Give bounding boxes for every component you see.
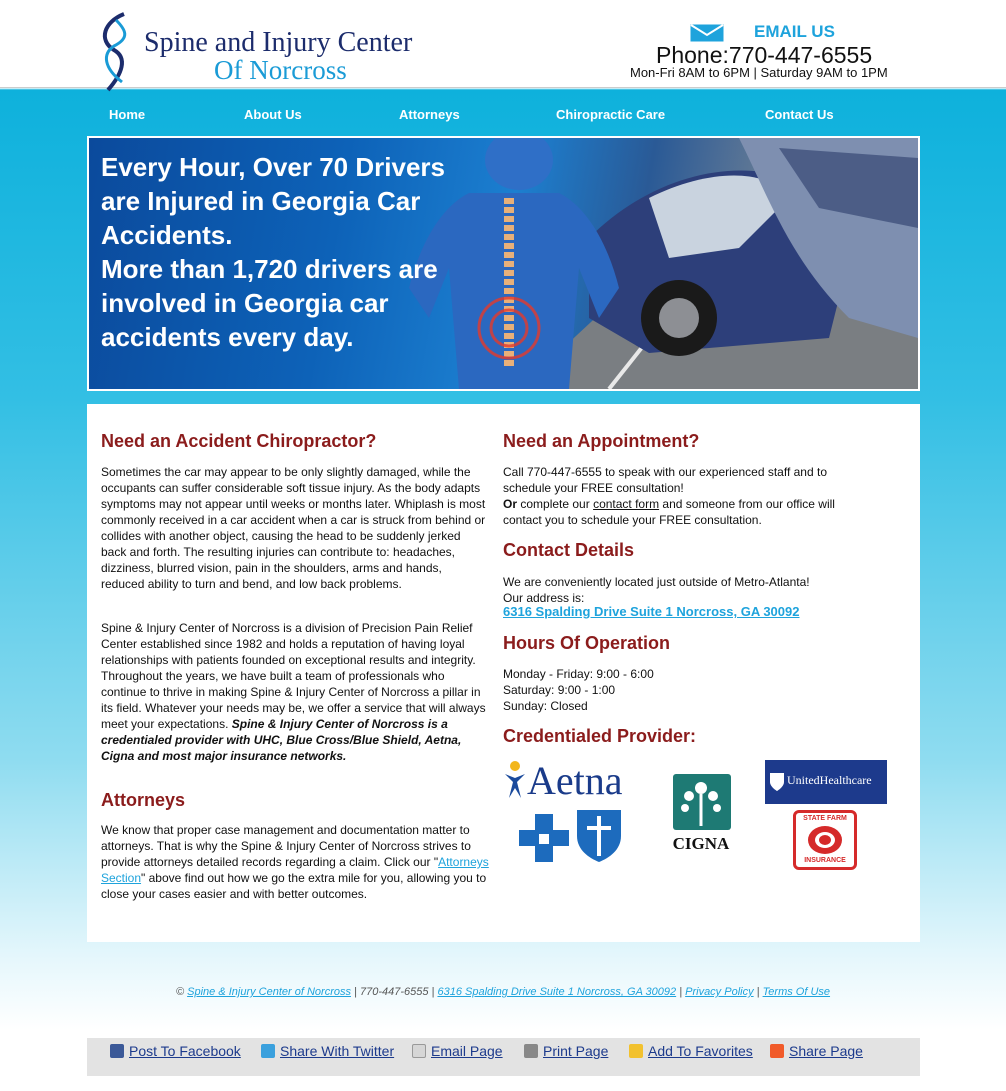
hero-line-2: More than 1,720 drivers are involved in Georgia car accidents every day. [101,254,438,352]
share-twitter-label: Share With Twitter [280,1043,395,1059]
state-farm-bottom-text: INSURANCE [804,857,846,864]
paragraph-location [503,574,883,606]
insurance-logos [503,754,903,874]
footer-info [0,986,1006,998]
paragraph-about-center [101,620,489,764]
address-label: Our address is: [503,591,585,605]
nav-contact-us[interactable]: Contact Us [765,107,834,122]
aetna-figure-icon [503,760,527,800]
email-us-link[interactable] [690,22,850,44]
contact-form-link[interactable]: contact form [593,497,660,511]
paragraph-whiplash: Sometimes the car may appear to be only slightly damaged, while the occupants can suffer considerable soft tissue injury. As the body adapts symptoms may not appear until weeks or months later. Whiplash is most commonly received in a car accident when a car is struck from behind or collides with another object, causing the head to be suddenly jerked back and forth. The resulting injuries can contribute to: headaches, dizziness, blurred vision, pain in the shoulders, arms and hands, reduced ability to turn and bend, and low back problems. [101,465,486,591]
heading-credentialed-provider: Credentialed Provider: [503,726,697,746]
uhc-wordmark: UnitedHealthcare [787,773,872,787]
email-icon [412,1044,426,1058]
appointment-text-c: and someone from our office will contact you to schedule your FREE consultation. [503,497,835,527]
heading-hours: Hours Of Operation [503,633,671,653]
footer-sep-3: | [679,986,683,998]
paragraph-appointment [503,464,863,528]
envelope-icon [690,24,724,42]
heading-contact-details: Contact Details [503,540,635,560]
blue-cross-blue-shield-logo [517,806,625,862]
spine-logo-icon [94,12,144,92]
nav-chiropractic-care[interactable]: Chiropractic Care [556,107,666,122]
site-header [0,0,1006,88]
state-farm-top-text: STATE FARM [803,815,847,822]
appointment-or: Or [503,497,518,511]
state-farm-logo [793,810,857,870]
uhc-shield-icon [769,772,785,792]
aetna-wordmark: Aetna [527,758,623,803]
logo-subtitle: Of Norcross [214,55,347,85]
share-email-label: Email Page [431,1043,503,1059]
footer-sep-2: | [431,986,435,998]
share-facebook-label: Post To Facebook [129,1043,241,1059]
hero-banner [87,136,920,391]
attorneys-text-a: We know that proper case management and documentation matter to attorneys. That is why the Spine & Injury Center of Norcross strives to provide attorneys detailed records regarding a claim. Click our " [101,823,471,869]
hours-saturday: Saturday: 9:00 - 1:00 [503,683,616,697]
attorneys-text-b: " above find out how we go the extra mile for you, allowing you to close your cases easier and with better outcomes. [101,871,487,901]
bcbs-icon [517,806,625,862]
share-page-label: Share Page [789,1043,863,1059]
united-healthcare-logo [765,760,887,804]
share-page[interactable] [770,1043,863,1059]
facebook-icon [110,1044,124,1058]
footer-privacy-link[interactable]: Privacy Policy [685,986,754,998]
footer-sep-4: | [756,986,760,998]
share-print-label: Print Page [543,1043,609,1059]
nav-about-us[interactable]: About Us [244,107,302,122]
footer-phone: 770-447-6555 [359,986,429,998]
printer-icon [524,1044,538,1058]
credentialed-text: Spine & Injury Center of Norcross is a credentialed provider with UHC, Blue Cross/Blue Shield, Aetna, Cigna and most major insurance networks. [101,717,462,763]
appointment-text-b: complete our [517,497,594,511]
cigna-wordmark: CIGNA [672,834,730,853]
email-us-label: EMAIL US [754,22,835,41]
header-hours: Mon-Fri 8AM to 6PM | Saturday 9AM to 1PM [630,65,888,80]
hero-headline [101,150,461,354]
plus-icon [770,1044,784,1058]
share-favorites[interactable] [629,1043,753,1059]
heading-attorneys: Attorneys [101,790,186,810]
hours-weekday: Monday - Friday: 9:00 - 6:00 [503,667,654,681]
share-facebook[interactable] [110,1043,241,1059]
nav-attorneys[interactable]: Attorneys [399,107,460,122]
share-favorites-label: Add To Favorites [648,1043,753,1059]
heading-appointment: Need an Appointment? [503,431,700,451]
logo-title: Spine and Injury Center [144,27,413,58]
star-icon [629,1044,643,1058]
main-nav [0,102,1006,128]
state-farm-ovals-icon [807,825,843,855]
address-link[interactable]: 6316 Spalding Drive Suite 1 Norcross, GA 30092 [503,604,800,619]
twitter-icon [261,1044,275,1058]
footer-name-link[interactable]: Spine & Injury Center of Norcross [187,986,351,998]
cigna-logo [669,774,733,854]
hours-sunday: Sunday: Closed [503,699,588,713]
share-email[interactable] [412,1043,503,1059]
main-content [87,404,920,942]
appointment-text: Call 770-447-6555 to speak with our experienced staff and to schedule your FREE consultation! [503,465,827,495]
site-logo[interactable] [94,12,454,92]
nav-home[interactable]: Home [109,107,146,122]
heading-accident-chiropractor: Need an Accident Chiropractor? [101,431,377,451]
footer-copyright: © [175,986,185,998]
header-phone: Phone:770-447-6555 [656,42,873,68]
footer-terms-link[interactable]: Terms Of Use [762,986,831,998]
paragraph-attorneys [101,822,491,902]
attorneys-section-link[interactable]: Attorneys Section [101,855,489,885]
cigna-tree-icon [669,774,733,834]
hours-list [503,666,803,714]
share-bar [87,1038,920,1076]
aetna-logo [503,760,638,804]
hero-line-1: Every Hour, Over 70 Drivers are Injured in Georgia Car Accidents. [101,152,445,250]
location-text: We are conveniently located just outside of Metro-Atlanta! [503,575,810,589]
footer-address-link[interactable]: 6316 Spalding Drive Suite 1 Norcross, GA 30092 [437,986,677,998]
footer-sep-1: | [354,986,357,998]
share-print[interactable] [524,1043,608,1059]
about-text: Spine & Injury Center of Norcross is a division of Precision Pain Relief Center established since 1982 and holds a reputation of having loyal relationships with patients founded on exceptional results and integrity. Throughout the years, we have built a team of professionals who continue to thrive in making Spine & Injury Center of Norcross a pillar in its field. Whatever your needs may be, we offer a service that will always meet your expectations. [101,621,486,731]
share-twitter[interactable] [261,1043,394,1059]
